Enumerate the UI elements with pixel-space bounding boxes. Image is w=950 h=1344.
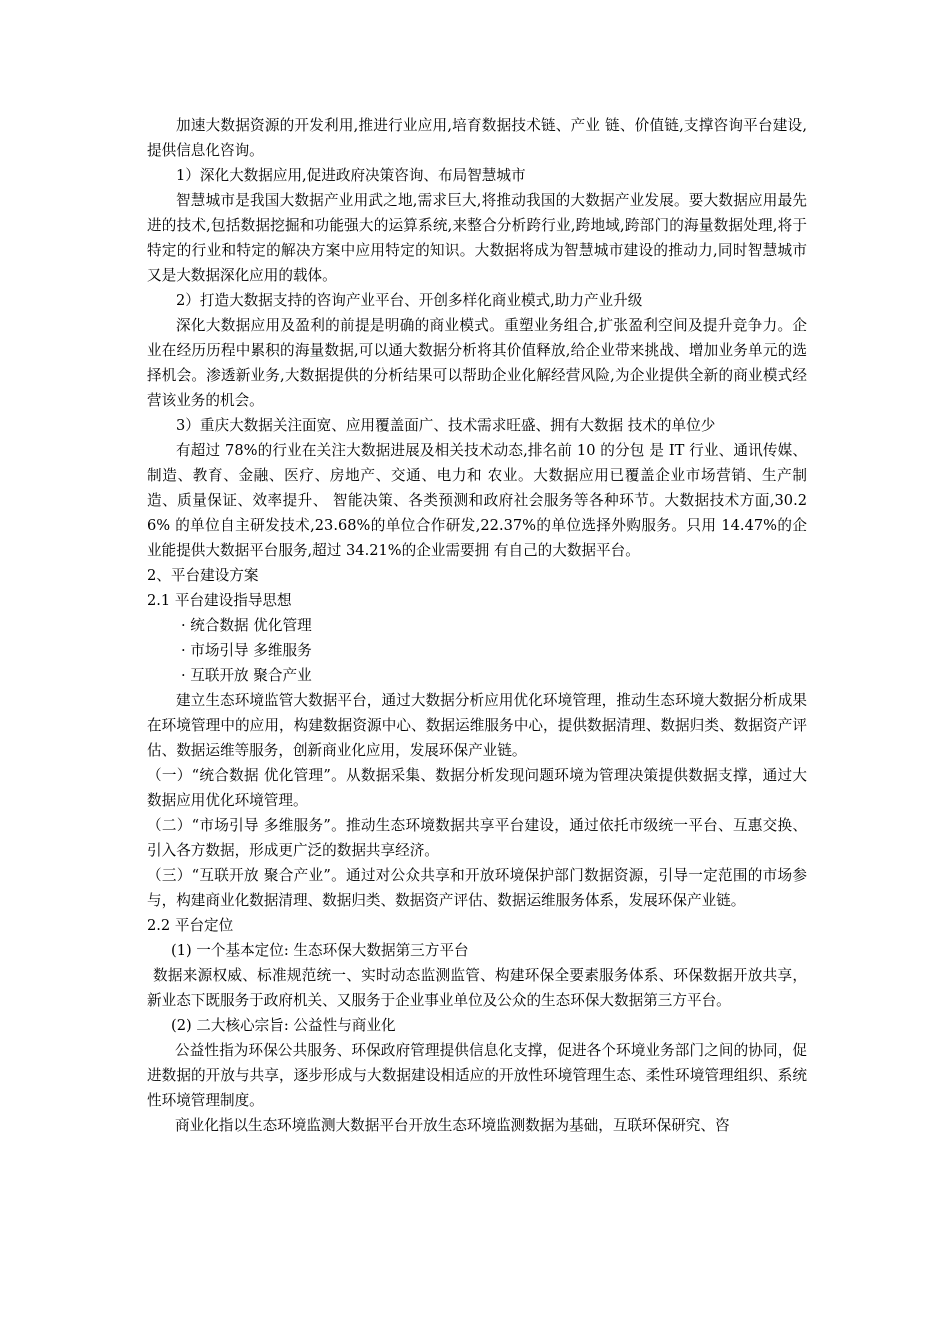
para-commercial: 商业化指以生态环境监测大数据平台开放生态环境监测数据为基础，互联环保研究、咨 xyxy=(175,1117,730,1134)
para-principle-1: （一）“统合数据 优化管理”。从数据采集、数据分析发现问题环境为管理决策提供数据支撑，通过大数据应用优化环境管理。 xyxy=(147,767,807,809)
positioning-2-heading: (2) 二大核心宗旨: 公益性与商业化 xyxy=(171,1017,396,1034)
bullet-3: · 互联开放 聚合产业 xyxy=(181,667,312,684)
section-2-heading: 2、平台建设方案 xyxy=(147,567,259,584)
section-2-1-heading: 2.1 平台建设指导思想 xyxy=(147,592,292,609)
para-positioning-1: 数据来源权威、标准规范统一、实时动态监测监管、构建环保全要素服务体系、环保数据开放共享，新业态下既服务于政府机关、又服务于企业事业单位及公众的生态环保大数据第三方平台。 xyxy=(147,967,807,1009)
positioning-1-heading: (1) 一个基本定位: 生态环保大数据第三方平台 xyxy=(171,942,469,959)
document-body xyxy=(147,113,807,1138)
para-public-welfare: 公益性指为环保公共服务、环保政府管理提供信息化支撑，促进各个环境业务部门之间的协同，促进数据的开放与共享，逐步形成与大数据建设相适应的开放性环境管理生态、柔性环境管理组织、系统性环境管理制度。 xyxy=(147,1042,807,1109)
para-intro: 加速大数据资源的开发利用,推进行业应用,培育数据技术链、产业 链、价值链,支撑咨询平台建设,提供信息化咨询。 xyxy=(147,117,807,159)
para-business-model: 深化大数据应用及盈利的前提是明确的商业模式。重塑业务组合,扩张盈利空间及提升竞争力。企业在经历历程中累积的海量数据,可以通大数据分析将其价值释放,给企业带来挑战、增加业务单元的选择机会。渗透新业务,大数据提供的分析结果可以帮助企业化解经营风险,为企业提供全新的商业模式经营该业务的机会。 xyxy=(147,317,807,409)
para-principle-3: （三）“互联开放 聚合产业”。通过对公众共享和开放环境保护部门数据资源，引导一定范围的市场参与，构建商业化数据清理、数据归类、数据资产评估、数据运维服务体系，发展环保产业链。 xyxy=(147,867,807,909)
bullet-1: · 统合数据 优化管理 xyxy=(181,617,312,634)
bullet-2: · 市场引导 多维服务 xyxy=(181,642,312,659)
para-platform-intro: 建立生态环境监管大数据平台，通过大数据分析应用优化环境管理，推动生态环境大数据分析成果在环境管理中的应用，构建数据资源中心、数据运维服务中心，提供数据清理、数据归类、数据资产评估、数据运维等服务，创新商业化应用，发展环保产业链。 xyxy=(147,692,807,759)
item-1-heading: 1）深化大数据应用,促进政府决策咨询、布局智慧城市 xyxy=(176,167,526,184)
section-2-2-heading: 2.2 平台定位 xyxy=(147,917,234,934)
para-principle-2: （二）“市场引导 多维服务”。推动生态环境数据共享平台建设，通过依托市级统一平台、互惠交换、引入各方数据，形成更广泛的数据共享经济。 xyxy=(147,817,807,859)
item-2-heading: 2）打造大数据支持的咨询产业平台、开创多样化商业模式,助力产业升级 xyxy=(176,292,643,309)
para-chongqing-stats: 有超过 78%的行业在关注大数据进展及相关技术动态,排名前 10 的分包 是 IT 行业、通讯传媒、制造、教育、金融、医疗、房地产、交通、电力和 农业。大数据应用已覆盖企业市场营销、生产制造、质量保证、效率提升、 智能决策、各类预测和政府社会服务等各种环节。大数据技术方面,30.26% 的单位自主研发技术,23.68%的单位合作研发,22.37%的单位选择外购服务。只用 14.47%的企业能提供大数据平台服务,超过 34.21%的企业需要拥 有自己的大数据平台。 xyxy=(147,442,807,559)
para-smart-city: 智慧城市是我国大数据产业用武之地,需求巨大,将推动我国的大数据产业发展。要大数据应用最先进的技术,包括数据挖掘和功能强大的运算系统,来整合分析跨行业,跨地域,跨部门的海量数据处理,将于特定的行业和特定的解决方案中应用特定的知识。大数据将成为智慧城市建设的推动力,同时智慧城市又是大数据深化应用的载体。 xyxy=(147,192,807,284)
item-3-heading: 3）重庆大数据关注面宽、应用覆盖面广、技术需求旺盛、拥有大数据 技术的单位少 xyxy=(176,417,716,434)
